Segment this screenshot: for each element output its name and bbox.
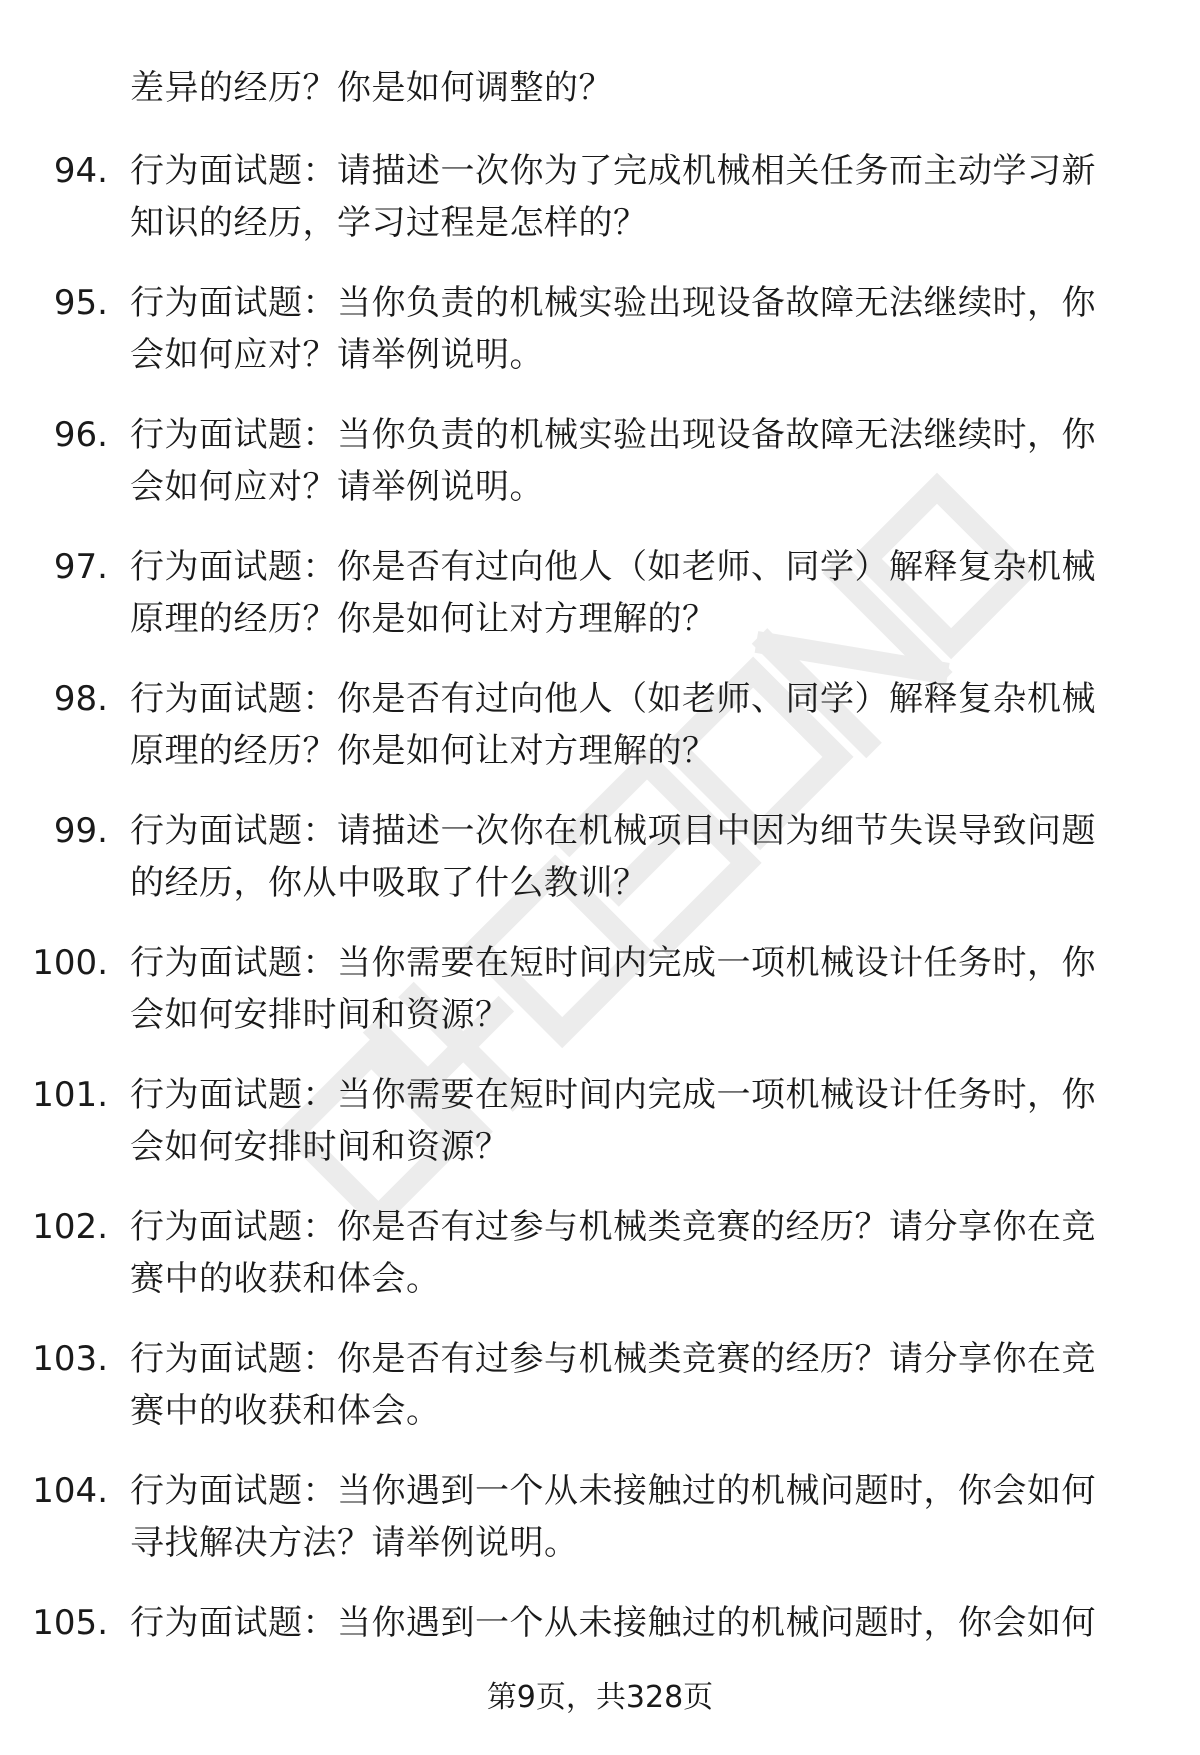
- question-item: [0, 145, 1200, 277]
- question-text-line: 寻找解决方法？请举例说明。: [130, 1523, 579, 1563]
- question-text-line: 行为面试题：当你负责的机械实验出现设备故障无法继续时，你: [130, 283, 1096, 323]
- question-text: [130, 145, 1140, 249]
- question-text-line: 行为面试题：你是否有过向他人（如老师、同学）解释复杂机械: [130, 547, 1096, 587]
- question-text-line: 会如何应对？请举例说明。: [130, 335, 544, 375]
- question-text-line: 行为面试题：当你负责的机械实验出现设备故障无法继续时，你: [130, 415, 1096, 455]
- question-text-line: 的经历，你从中吸取了什么教训？: [130, 863, 648, 903]
- question-item: [0, 277, 1200, 409]
- question-text: [130, 1597, 1140, 1649]
- question-item: [0, 937, 1200, 1069]
- question-text-line: 赛中的收获和体会。: [130, 1259, 441, 1299]
- question-text-line: 赛中的收获和体会。: [130, 1391, 441, 1431]
- question-text-line: 行为面试题：当你遇到一个从未接触过的机械问题时，你会如何: [130, 1603, 1096, 1643]
- question-item: [0, 1201, 1200, 1333]
- question-text: [130, 805, 1140, 909]
- question-item: [0, 541, 1200, 673]
- page-footer: 第9页，共328页: [486, 1680, 714, 1715]
- question-number: 98.: [53, 679, 108, 719]
- question-number: 97.: [53, 547, 108, 587]
- question-text-line: 原理的经历？你是如何让对方理解的？: [130, 599, 717, 639]
- question-text-line: 原理的经历？你是如何让对方理解的？: [130, 731, 717, 771]
- question-text-line: 行为面试题：你是否有过参与机械类竞赛的经历？请分享你在竞: [130, 1207, 1096, 1247]
- question-text: [130, 409, 1140, 513]
- question-text-line: 行为面试题：当你遇到一个从未接触过的机械问题时，你会如何: [130, 1471, 1096, 1511]
- question-text: [130, 1201, 1140, 1305]
- question-number: 102.: [32, 1207, 108, 1247]
- question-number: 95.: [53, 283, 108, 323]
- question-number: 103.: [32, 1339, 108, 1379]
- question-item: [0, 673, 1200, 805]
- question-item: [0, 409, 1200, 541]
- question-text-line: 会如何安排时间和资源？: [130, 995, 510, 1035]
- question-number: 104.: [32, 1471, 108, 1511]
- question-text: [130, 1465, 1140, 1569]
- question-text: [130, 277, 1140, 381]
- question-text-line: 会如何安排时间和资源？: [130, 1127, 510, 1167]
- question-number: 94.: [53, 151, 108, 191]
- question-text-line: 行为面试题：请描述一次你为了完成机械相关任务而主动学习新: [130, 151, 1096, 191]
- question-list: [0, 145, 1200, 1729]
- question-text: [130, 1069, 1140, 1173]
- question-text-line: 行为面试题：当你需要在短时间内完成一项机械设计任务时，你: [130, 943, 1096, 983]
- question-number: 96.: [53, 415, 108, 455]
- continued-question-text: 差异的经历？你是如何调整的？: [130, 68, 613, 108]
- question-text: [130, 1333, 1140, 1437]
- question-number: 100.: [32, 943, 108, 983]
- question-text: [130, 673, 1140, 777]
- question-item: [0, 805, 1200, 937]
- question-item: [0, 1069, 1200, 1201]
- question-number: 99.: [53, 811, 108, 851]
- question-number: 105.: [32, 1603, 108, 1643]
- question-text: [130, 937, 1140, 1041]
- question-text-line: 行为面试题：你是否有过参与机械类竞赛的经历？请分享你在竞: [130, 1339, 1096, 1379]
- question-text-line: 知识的经历，学习过程是怎样的？: [130, 203, 648, 243]
- question-text: [130, 541, 1140, 645]
- question-number: 101.: [32, 1075, 108, 1115]
- question-text-line: 行为面试题：请描述一次你在机械项目中因为细节失误导致问题: [130, 811, 1096, 851]
- question-text-line: 行为面试题：你是否有过向他人（如老师、同学）解释复杂机械: [130, 679, 1096, 719]
- question-text-line: 行为面试题：当你需要在短时间内完成一项机械设计任务时，你: [130, 1075, 1096, 1115]
- question-item: [0, 1465, 1200, 1597]
- question-text-line: 会如何应对？请举例说明。: [130, 467, 544, 507]
- question-item: [0, 1333, 1200, 1465]
